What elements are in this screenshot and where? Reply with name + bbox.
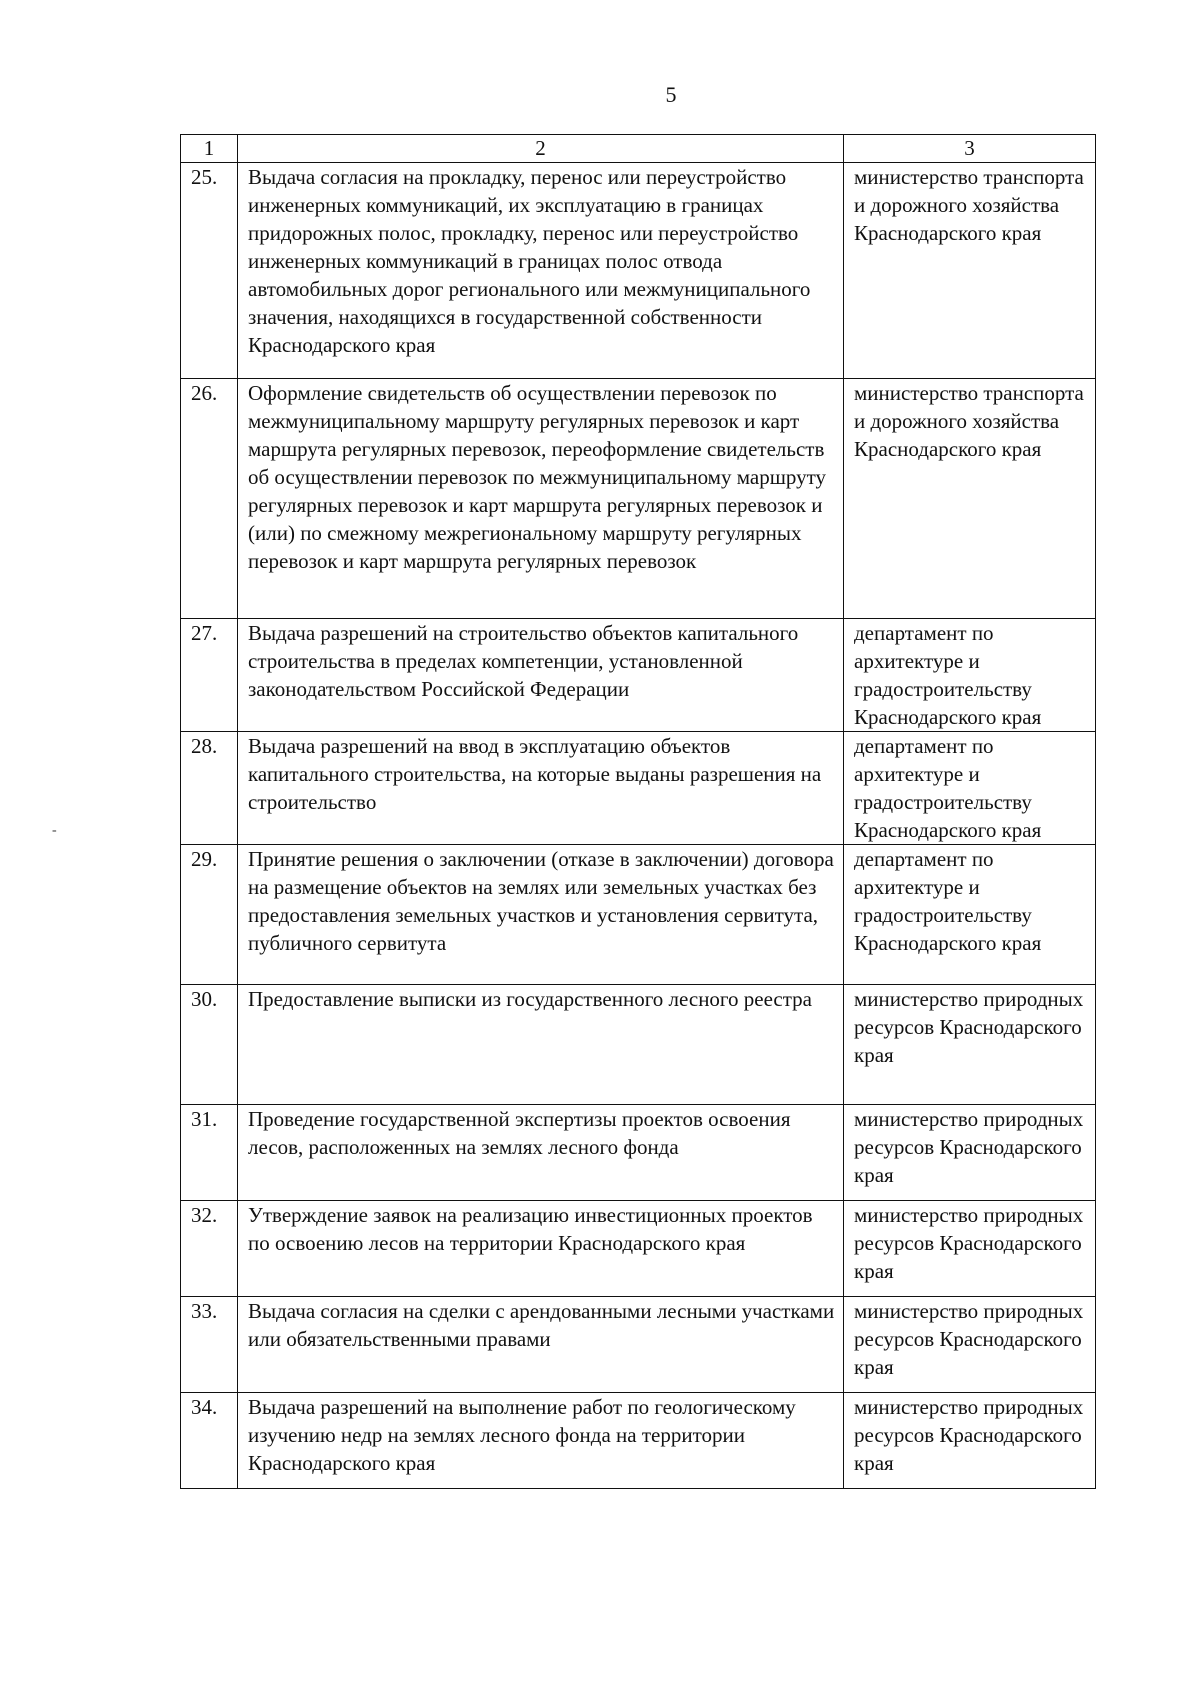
row-number: 28. <box>181 732 238 845</box>
service-description: Оформление свидетельств об осуществлении перевозок по межмуниципальному маршруту регулярных перевозок и карт маршрута регулярных перевозок, переоформление свидетельств об осуществлении перевозок по межмуниципальному маршруту регулярных перевозок и карт маршрута регулярных перевозок и (или) по смежному межрегиональному маршруту регулярных перевозок и карт маршрута регулярных перевозок <box>238 379 844 619</box>
column-header: 3 <box>844 135 1096 163</box>
row-number: 29. <box>181 845 238 985</box>
service-description: Выдача согласия на сделки с арендованными лесными участками или обязательственными правами <box>238 1297 844 1393</box>
responsible-authority: министерство транспорта и дорожного хозяйства Краснодарского края <box>844 379 1096 619</box>
responsible-authority: министерство природных ресурсов Краснодарского края <box>844 1297 1096 1393</box>
service-description: Выдача согласия на прокладку, перенос или переустройство инженерных коммуникаций, их эксплуатацию в границах придорожных полос, прокладку, перенос или переустройство инженерных коммуникаций в границах полос отвода автомобильных дорог регионального или межмуниципального значения, находящихся в государственной собственности Краснодарского края <box>238 163 844 379</box>
table-row <box>181 985 1096 1105</box>
column-header: 2 <box>238 135 844 163</box>
row-number: 25. <box>181 163 238 379</box>
table-header-row <box>181 135 1096 163</box>
service-description: Предоставление выписки из государственного лесного реестра <box>238 985 844 1105</box>
service-description: Выдача разрешений на выполнение работ по геологическому изучению недр на землях лесного фонда на территории Краснодарского края <box>238 1393 844 1489</box>
page-number: 5 <box>665 82 677 107</box>
responsible-authority: департамент по архитектуре и градостроительству Краснодарского края <box>844 845 1096 985</box>
table-row <box>181 1105 1096 1201</box>
table-row <box>181 1297 1096 1393</box>
row-number: 26. <box>181 379 238 619</box>
responsible-authority: департамент по архитектуре и градостроительству Краснодарского края <box>844 732 1096 845</box>
row-number: 31. <box>181 1105 238 1201</box>
responsible-authority: министерство природных ресурсов Краснодарского края <box>844 1105 1096 1201</box>
table-row <box>181 1201 1096 1297</box>
column-header: 1 <box>181 135 238 163</box>
service-description: Утверждение заявок на реализацию инвестиционных проектов по освоению лесов на территории Краснодарского края <box>238 1201 844 1297</box>
row-number: 34. <box>181 1393 238 1489</box>
responsible-authority: министерство природных ресурсов Краснодарского края <box>844 1393 1096 1489</box>
table-row <box>181 163 1096 379</box>
row-number: 30. <box>181 985 238 1105</box>
table-row <box>181 1393 1096 1489</box>
service-description: Выдача разрешений на ввод в эксплуатацию объектов капитального строительства, на которые выданы разрешения на строительство <box>238 732 844 845</box>
service-description: Принятие решения о заключении (отказе в заключении) договора на размещение объектов на землях или земельных участках без предоставления земельных участков и установления сервитута, публичного сервитута <box>238 845 844 985</box>
table-row <box>181 732 1096 845</box>
table-row <box>181 379 1096 619</box>
responsible-authority: министерство транспорта и дорожного хозяйства Краснодарского края <box>844 163 1096 379</box>
row-number: 32. <box>181 1201 238 1297</box>
services-table <box>180 134 1096 1489</box>
stray-mark: - <box>52 823 57 838</box>
row-number: 27. <box>181 619 238 732</box>
row-number: 33. <box>181 1297 238 1393</box>
service-description: Проведение государственной экспертизы проектов освоения лесов, расположенных на землях лесного фонда <box>238 1105 844 1201</box>
responsible-authority: департамент по архитектуре и градостроительству Краснодарского края <box>844 619 1096 732</box>
service-description: Выдача разрешений на строительство объектов капитального строительства в пределах компетенции, установленной законодательством Российской Федерации <box>238 619 844 732</box>
table-row <box>181 845 1096 985</box>
responsible-authority: министерство природных ресурсов Краснодарского края <box>844 1201 1096 1297</box>
table-row <box>181 619 1096 732</box>
responsible-authority: министерство природных ресурсов Краснодарского края <box>844 985 1096 1105</box>
